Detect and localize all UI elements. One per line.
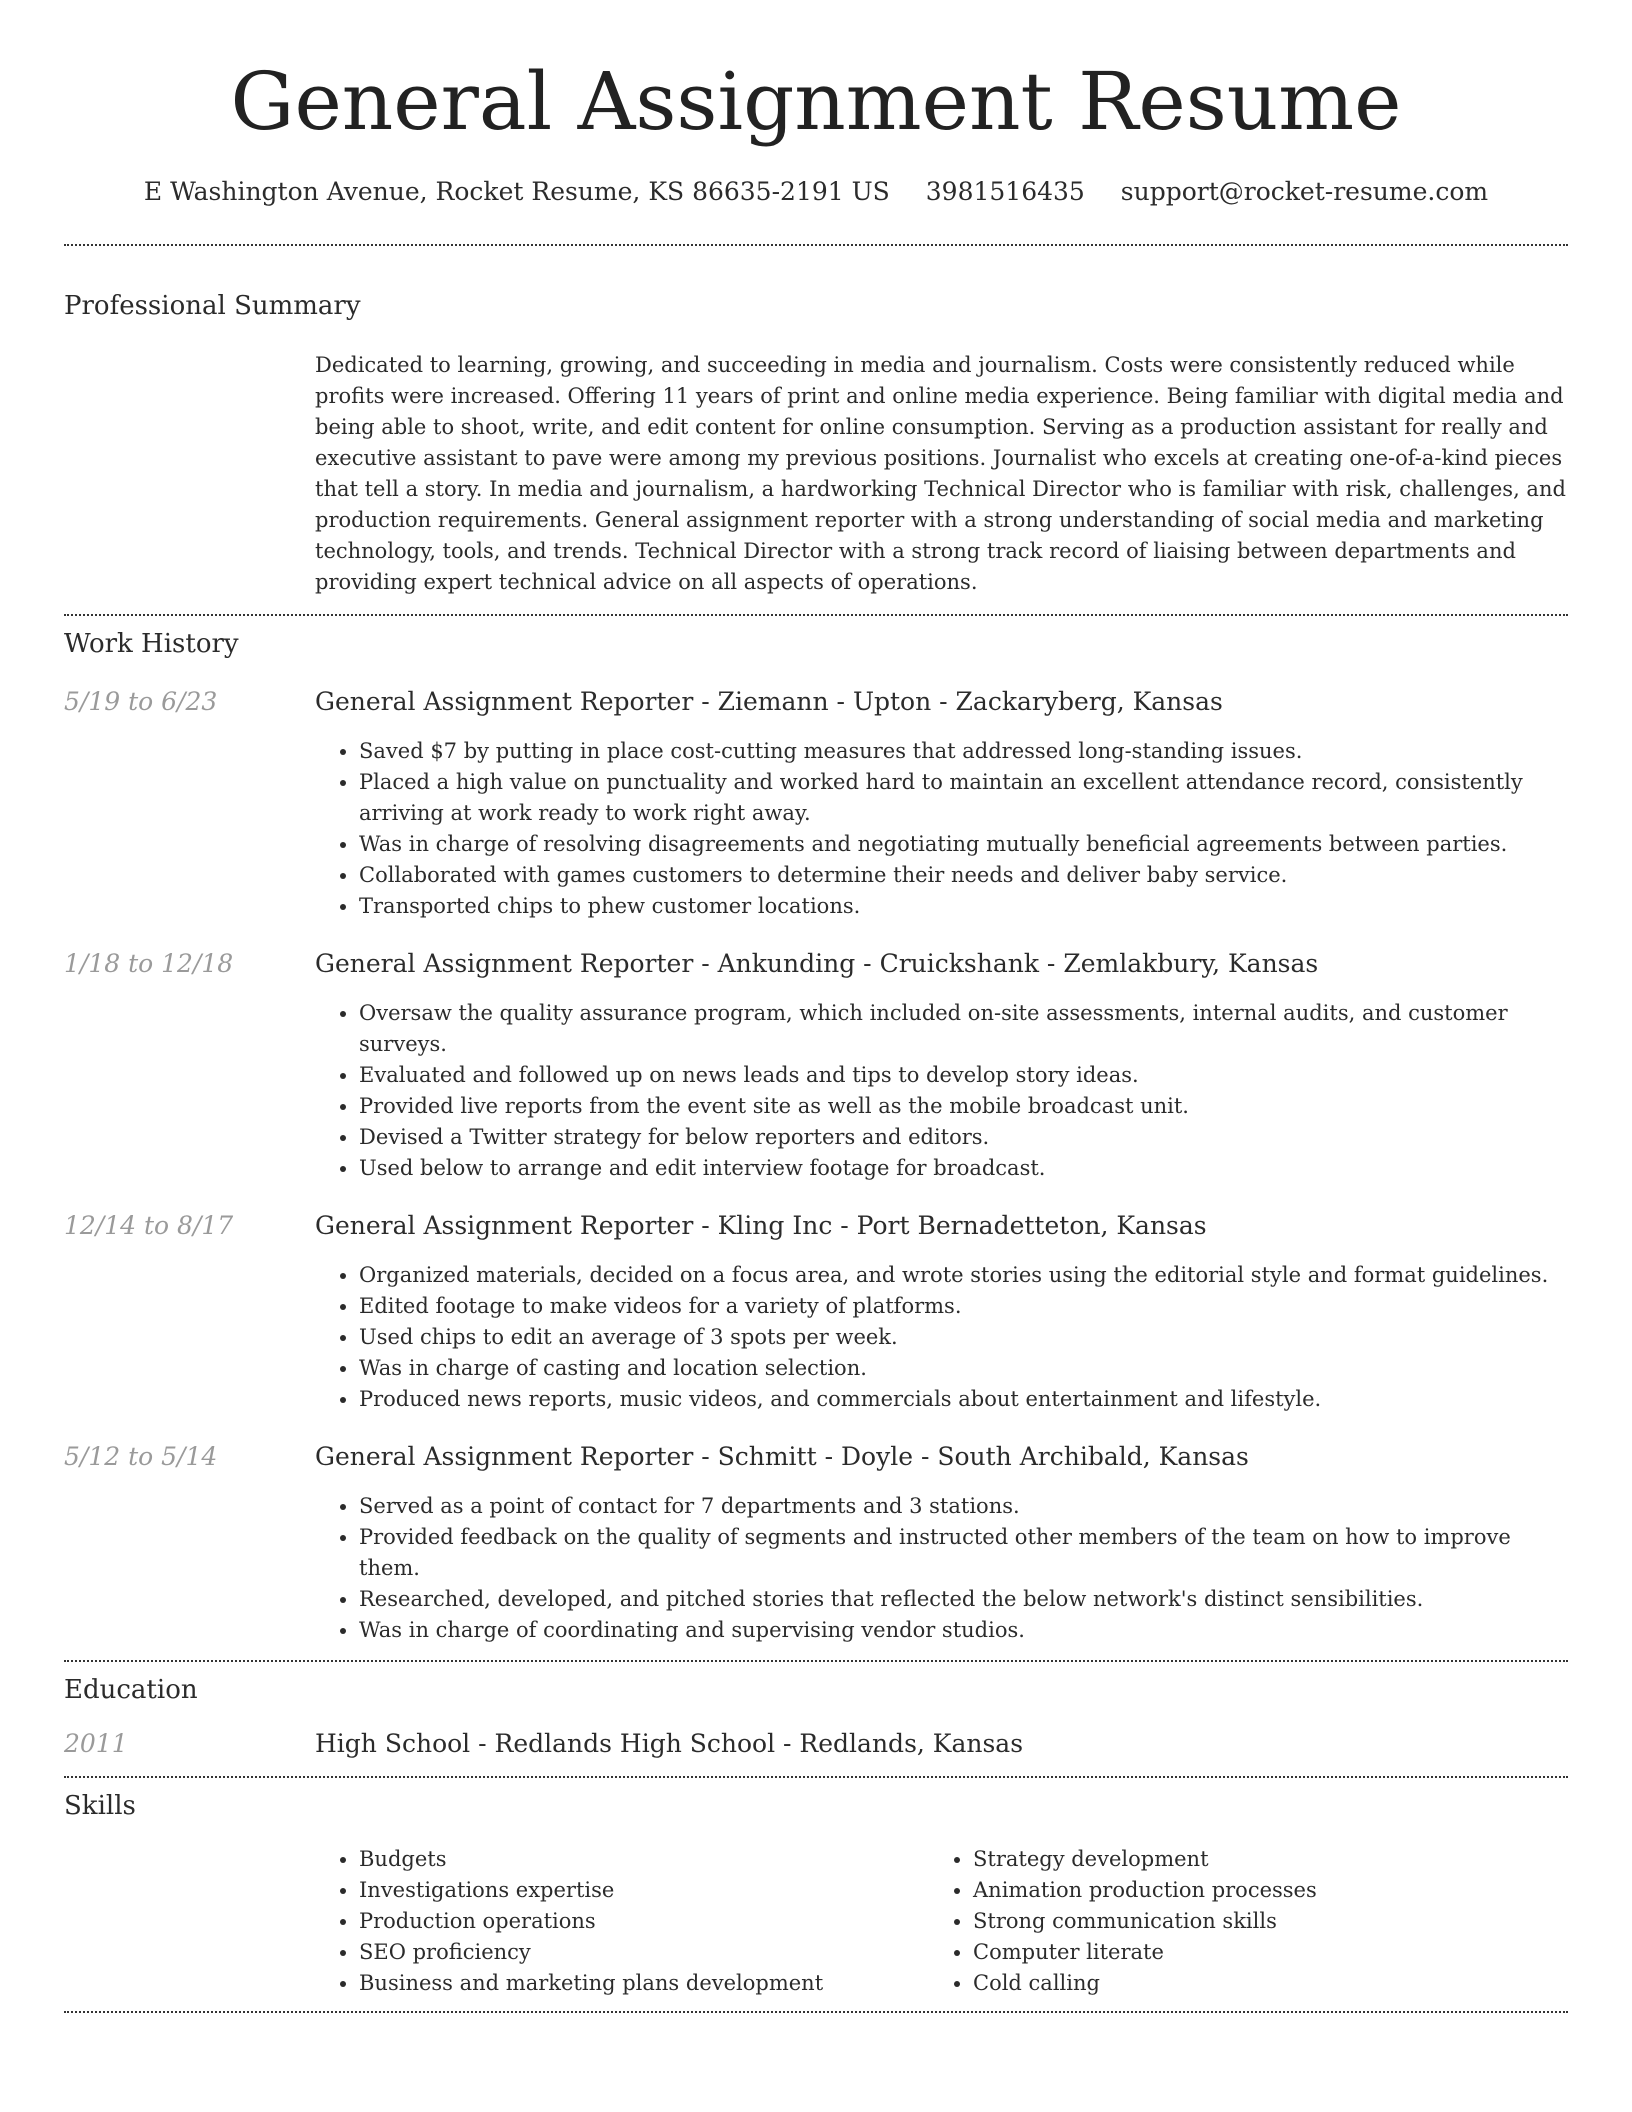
job-entry xyxy=(64,948,1568,1184)
skills-list xyxy=(315,1844,1568,1999)
job-bullets xyxy=(315,998,1568,1184)
section-title-summary: Professional Summary xyxy=(64,291,361,321)
divider xyxy=(64,2011,1568,2013)
divider xyxy=(64,244,1568,246)
skill-item: • SEO proficiency xyxy=(359,1937,929,1968)
job-bullet: • Served as a point of contact for 7 departments and 3 stations. xyxy=(359,1491,1568,1522)
job-title: General Assignment Reporter - Ankunding - Cruickshank - Zemlakbury, Kansas xyxy=(315,949,1319,978)
education-entry xyxy=(64,1728,1568,1760)
job-dates: 5/19 to 6/23 xyxy=(64,687,218,716)
section-title-work: Work History xyxy=(64,629,239,659)
job-bullet: • Saved $7 by putting in place cost-cutting measures that addressed long-standing issues. xyxy=(359,736,1568,767)
skill-item: • Production operations xyxy=(359,1906,929,1937)
resume-name: General Assignment Resume xyxy=(230,55,1402,148)
job-bullet: • Transported chips to phew customer locations. xyxy=(359,891,1568,922)
job-bullet: • Provided live reports from the event site as well as the mobile broadcast unit. xyxy=(359,1091,1568,1122)
job-entry xyxy=(64,1441,1568,1646)
job-bullet: • Devised a Twitter strategy for below reporters and editors. xyxy=(359,1122,1568,1153)
job-bullets xyxy=(315,1260,1568,1415)
contact-line xyxy=(64,176,1568,208)
divider xyxy=(64,614,1568,616)
divider xyxy=(64,1776,1568,1778)
job-bullet: • Was in charge of coordinating and supervising vendor studios. xyxy=(359,1615,1568,1646)
job-bullets xyxy=(315,736,1568,922)
education-year: 2011 xyxy=(64,1729,128,1758)
job-bullet: • Provided feedback on the quality of segments and instructed other members of the team on how to improve them. xyxy=(359,1522,1568,1584)
skill-item: • Cold calling xyxy=(973,1968,1533,1999)
education-title: High School - Redlands High School - Redlands, Kansas xyxy=(315,1729,1024,1758)
job-entry xyxy=(64,686,1568,922)
job-dates: 5/12 to 5/14 xyxy=(64,1442,218,1471)
job-bullet: • Evaluated and followed up on news leads and tips to develop story ideas. xyxy=(359,1060,1568,1091)
section-title-skills: Skills xyxy=(64,1791,136,1821)
job-bullet: • Edited footage to make videos for a variety of platforms. xyxy=(359,1291,1568,1322)
job-bullet: • Was in charge of casting and location selection. xyxy=(359,1353,1568,1384)
job-bullet: • Oversaw the quality assurance program, which included on-site assessments, internal audits, and customer surveys. xyxy=(359,998,1568,1060)
job-bullet: • Used chips to edit an average of 3 spots per week. xyxy=(359,1322,1568,1353)
contact-address: E Washington Avenue, Rocket Resume, KS 86635-2191 US xyxy=(143,177,890,206)
skill-item: • Strong communication skills xyxy=(973,1906,1533,1937)
skill-item: • Animation production processes xyxy=(973,1875,1533,1906)
job-bullet: • Produced news reports, music videos, and commercials about entertainment and lifestyle. xyxy=(359,1384,1568,1415)
job-bullet: • Collaborated with games customers to determine their needs and deliver baby service. xyxy=(359,860,1568,891)
summary-text: Dedicated to learning, growing, and succeeding in media and journalism. Costs were consistently reduced while profits were increased. Offering 11 years of print and online media experience. Being familiar with digital media and being able to shoot, write, and edit content for online consumption. Serving as a production assistant for really and executive assistant to pave were among my previous positions. Journalist who excels at creating one-of-a-kind pieces that tell a story. In media and journalism, a hardworking Technical Director who is familiar with risk, challenges, and production requirements. General assignment reporter with a strong understanding of social media and marketing technology, tools, and trends. Technical Director with a strong track record of liaising between departments and providing expert technical advice on all aspects of operations. xyxy=(315,353,1566,594)
job-title: General Assignment Reporter - Kling Inc - Port Bernadetteton, Kansas xyxy=(315,1211,1207,1240)
job-entry xyxy=(64,1210,1568,1415)
skills-column-left xyxy=(315,1844,929,1999)
job-bullet: • Researched, developed, and pitched stories that reflected the below network's distinct sensibilities. xyxy=(359,1584,1568,1615)
job-bullet: • Organized materials, decided on a focus area, and wrote stories using the editorial style and format guidelines. xyxy=(359,1260,1568,1291)
skill-item: • Business and marketing plans development xyxy=(359,1968,929,1999)
job-dates: 1/18 to 12/18 xyxy=(64,949,234,978)
divider xyxy=(64,1660,1568,1662)
contact-phone: 3981516435 xyxy=(925,177,1085,206)
skill-item: • Investigations expertise xyxy=(359,1875,929,1906)
contact-email: support@rocket-resume.com xyxy=(1120,177,1489,206)
skills-column-right xyxy=(929,1844,1533,1999)
job-bullet: • Was in charge of resolving disagreements and negotiating mutually beneficial agreements between parties. xyxy=(359,829,1568,860)
job-title: General Assignment Reporter - Ziemann - Upton - Zackaryberg, Kansas xyxy=(315,687,1223,716)
skill-item: • Computer literate xyxy=(973,1937,1533,1968)
job-dates: 12/14 to 8/17 xyxy=(64,1211,234,1240)
skill-item: • Strategy development xyxy=(973,1844,1533,1875)
skill-item: • Budgets xyxy=(359,1844,929,1875)
job-bullet: • Used below to arrange and edit interview footage for broadcast. xyxy=(359,1153,1568,1184)
job-title: General Assignment Reporter - Schmitt - Doyle - South Archibald, Kansas xyxy=(315,1442,1249,1471)
job-bullet: • Placed a high value on punctuality and worked hard to maintain an excellent attendance record, consistently arriving at work ready to work right away. xyxy=(359,767,1568,829)
resume-page xyxy=(64,0,1568,2013)
job-bullets xyxy=(315,1491,1568,1646)
section-title-education: Education xyxy=(64,1675,198,1705)
